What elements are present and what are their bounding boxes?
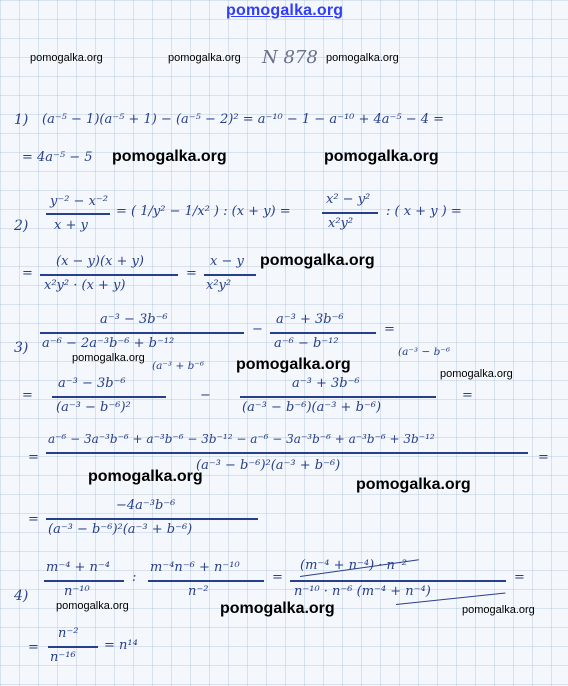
equals-sign: = xyxy=(384,322,395,337)
problem-3-line-2-frac-2-denominator: (a⁻³ − b⁻⁶)(a⁻³ + b⁻⁶) xyxy=(242,400,382,415)
problem-4-number: 4) xyxy=(14,588,29,604)
equals-sign: = xyxy=(538,450,549,465)
fraction-bar xyxy=(44,580,124,582)
watermark: pomogalka.org xyxy=(260,252,375,269)
problem-3-line-2-frac-1-numerator: a⁻³ − 3b⁻⁶ xyxy=(58,376,126,391)
equals-sign: = xyxy=(462,388,473,403)
problem-3-line-2-frac-2-numerator: a⁻³ + 3b⁻⁶ xyxy=(292,376,360,391)
fraction-bar xyxy=(322,212,378,214)
watermark: pomogalka.org xyxy=(462,604,535,616)
problem-3-multiplier-1: (a⁻³ + b⁻⁶ xyxy=(152,360,205,372)
equals-sign: = xyxy=(22,388,33,403)
problem-3-frac-2-denominator: a⁻⁶ − b⁻¹² xyxy=(274,336,339,351)
watermark: pomogalka.org xyxy=(356,476,471,493)
problem-4-frac-3-numerator: (m⁻⁴ + n⁻⁴) · n⁻² xyxy=(300,558,407,573)
fraction-bar xyxy=(46,518,258,520)
watermark: pomogalka.org xyxy=(112,148,227,165)
equals-sign: = xyxy=(514,570,525,585)
fraction-bar xyxy=(148,580,264,582)
problem-4-frac-2-numerator: m⁻⁴n⁻⁶ + n⁻¹⁰ xyxy=(150,560,240,575)
problem-2-middle: = ( 1/y² − 1/x² ) : (x + y) = xyxy=(116,204,291,219)
equals-sign: = xyxy=(28,512,39,527)
minus-sign: − xyxy=(252,322,263,337)
fraction-bar xyxy=(204,274,256,276)
fraction-bar xyxy=(40,332,244,334)
problem-3-frac-2-numerator: a⁻³ + 3b⁻⁶ xyxy=(276,312,344,327)
problem-2-result-numerator: x − y xyxy=(210,254,244,269)
problem-4-frac-1-numerator: m⁻⁴ + n⁻⁴ xyxy=(46,560,111,575)
problem-2-number: 2) xyxy=(14,218,29,234)
fraction-bar xyxy=(270,332,376,334)
problem-3-frac-1-numerator: a⁻³ − 3b⁻⁶ xyxy=(100,312,168,327)
problem-2-line-2-numerator: (x − y)(x + y) xyxy=(56,254,144,269)
problem-2-result-denominator: x²y² xyxy=(206,278,232,293)
problem-2-frac-2-denominator: x²y² xyxy=(328,216,354,231)
watermark: pomogalka.org xyxy=(236,356,351,373)
fraction-bar xyxy=(52,396,166,398)
site-header-link[interactable]: pomogalka.org xyxy=(226,2,344,19)
problem-4-result-numerator: n⁻² xyxy=(58,626,79,641)
problem-3-number: 3) xyxy=(14,340,29,356)
problem-1-number: 1) xyxy=(14,112,29,128)
fraction-bar xyxy=(46,213,110,215)
watermark: pomogalka.org xyxy=(88,468,203,485)
problem-3-frac-1-denominator: a⁻⁶ − 2a⁻³b⁻⁶ + b⁻¹² xyxy=(42,336,175,351)
problem-4-frac-3-denominator: n⁻¹⁰ · n⁻⁶ (m⁻⁴ + n⁻⁴) xyxy=(294,584,431,599)
problem-4-frac-1-denominator: n⁻¹⁰ xyxy=(64,584,90,599)
watermark: pomogalka.org xyxy=(168,52,241,64)
watermark: pomogalka.org xyxy=(324,148,439,165)
problem-4-result-denominator: n⁻¹⁶ xyxy=(50,650,76,665)
equals-sign: = xyxy=(22,266,33,281)
problem-3-line-2-frac-1-denominator: (a⁻³ − b⁻⁶)² xyxy=(56,400,131,415)
division-sign: : xyxy=(132,570,137,585)
equals-sign: = xyxy=(186,266,197,281)
watermark: pomogalka.org xyxy=(440,368,513,380)
problem-3-line-3-denominator: (a⁻³ − b⁻⁶)²(a⁻³ + b⁻⁶) xyxy=(196,458,341,473)
problem-2-frac-1-denominator: x + y xyxy=(54,218,88,233)
problem-3-result-denominator: (a⁻³ − b⁻⁶)²(a⁻³ + b⁻⁶) xyxy=(48,522,193,537)
watermark: pomogalka.org xyxy=(56,600,129,612)
problem-1-line-1: (a⁻⁵ − 1)(a⁻⁵ + 1) − (a⁻⁵ − 2)² = a⁻¹⁰ − 1 − a⁻¹⁰ + 4a⁻⁵ − 4 = xyxy=(42,112,445,127)
problem-2-tail: : ( x + y ) = xyxy=(386,204,462,219)
exercise-title: N 878 xyxy=(262,47,318,68)
watermark: pomogalka.org xyxy=(326,52,399,64)
problem-3-line-3-numerator: a⁻⁶ − 3a⁻³b⁻⁶ + a⁻³b⁻⁶ − 3b⁻¹² − a⁻⁶ − 3a⁻³b⁻⁶ + a⁻³b⁻⁶ + 3b⁻¹² xyxy=(48,432,435,446)
fraction-bar xyxy=(290,580,506,582)
equals-sign: = xyxy=(28,640,39,655)
fraction-bar xyxy=(40,274,178,276)
problem-3-multiplier-2: (a⁻³ − b⁻⁶ xyxy=(398,346,451,358)
watermark: pomogalka.org xyxy=(72,352,145,364)
problem-2-frac-2-numerator: x² − y² xyxy=(326,192,371,207)
watermark: pomogalka.org xyxy=(30,52,103,64)
fraction-bar xyxy=(46,452,528,454)
problem-4-frac-2-denominator: n⁻² xyxy=(188,584,209,599)
problem-2-line-2-denominator: x²y² · (x + y) xyxy=(44,278,126,293)
problem-4-result-tail: = n¹⁴ xyxy=(104,638,138,653)
watermark: pomogalka.org xyxy=(220,600,335,617)
fraction-bar xyxy=(240,396,436,398)
equals-sign: = xyxy=(272,570,283,585)
problem-1-line-2: = 4a⁻⁵ − 5 xyxy=(22,150,93,165)
problem-3-result-numerator: −4a⁻³b⁻⁶ xyxy=(116,498,176,513)
equals-sign: = xyxy=(28,450,39,465)
fraction-bar xyxy=(48,646,98,648)
minus-sign: − xyxy=(200,388,211,403)
problem-2-frac-1-numerator: y⁻² − x⁻² xyxy=(50,194,108,209)
